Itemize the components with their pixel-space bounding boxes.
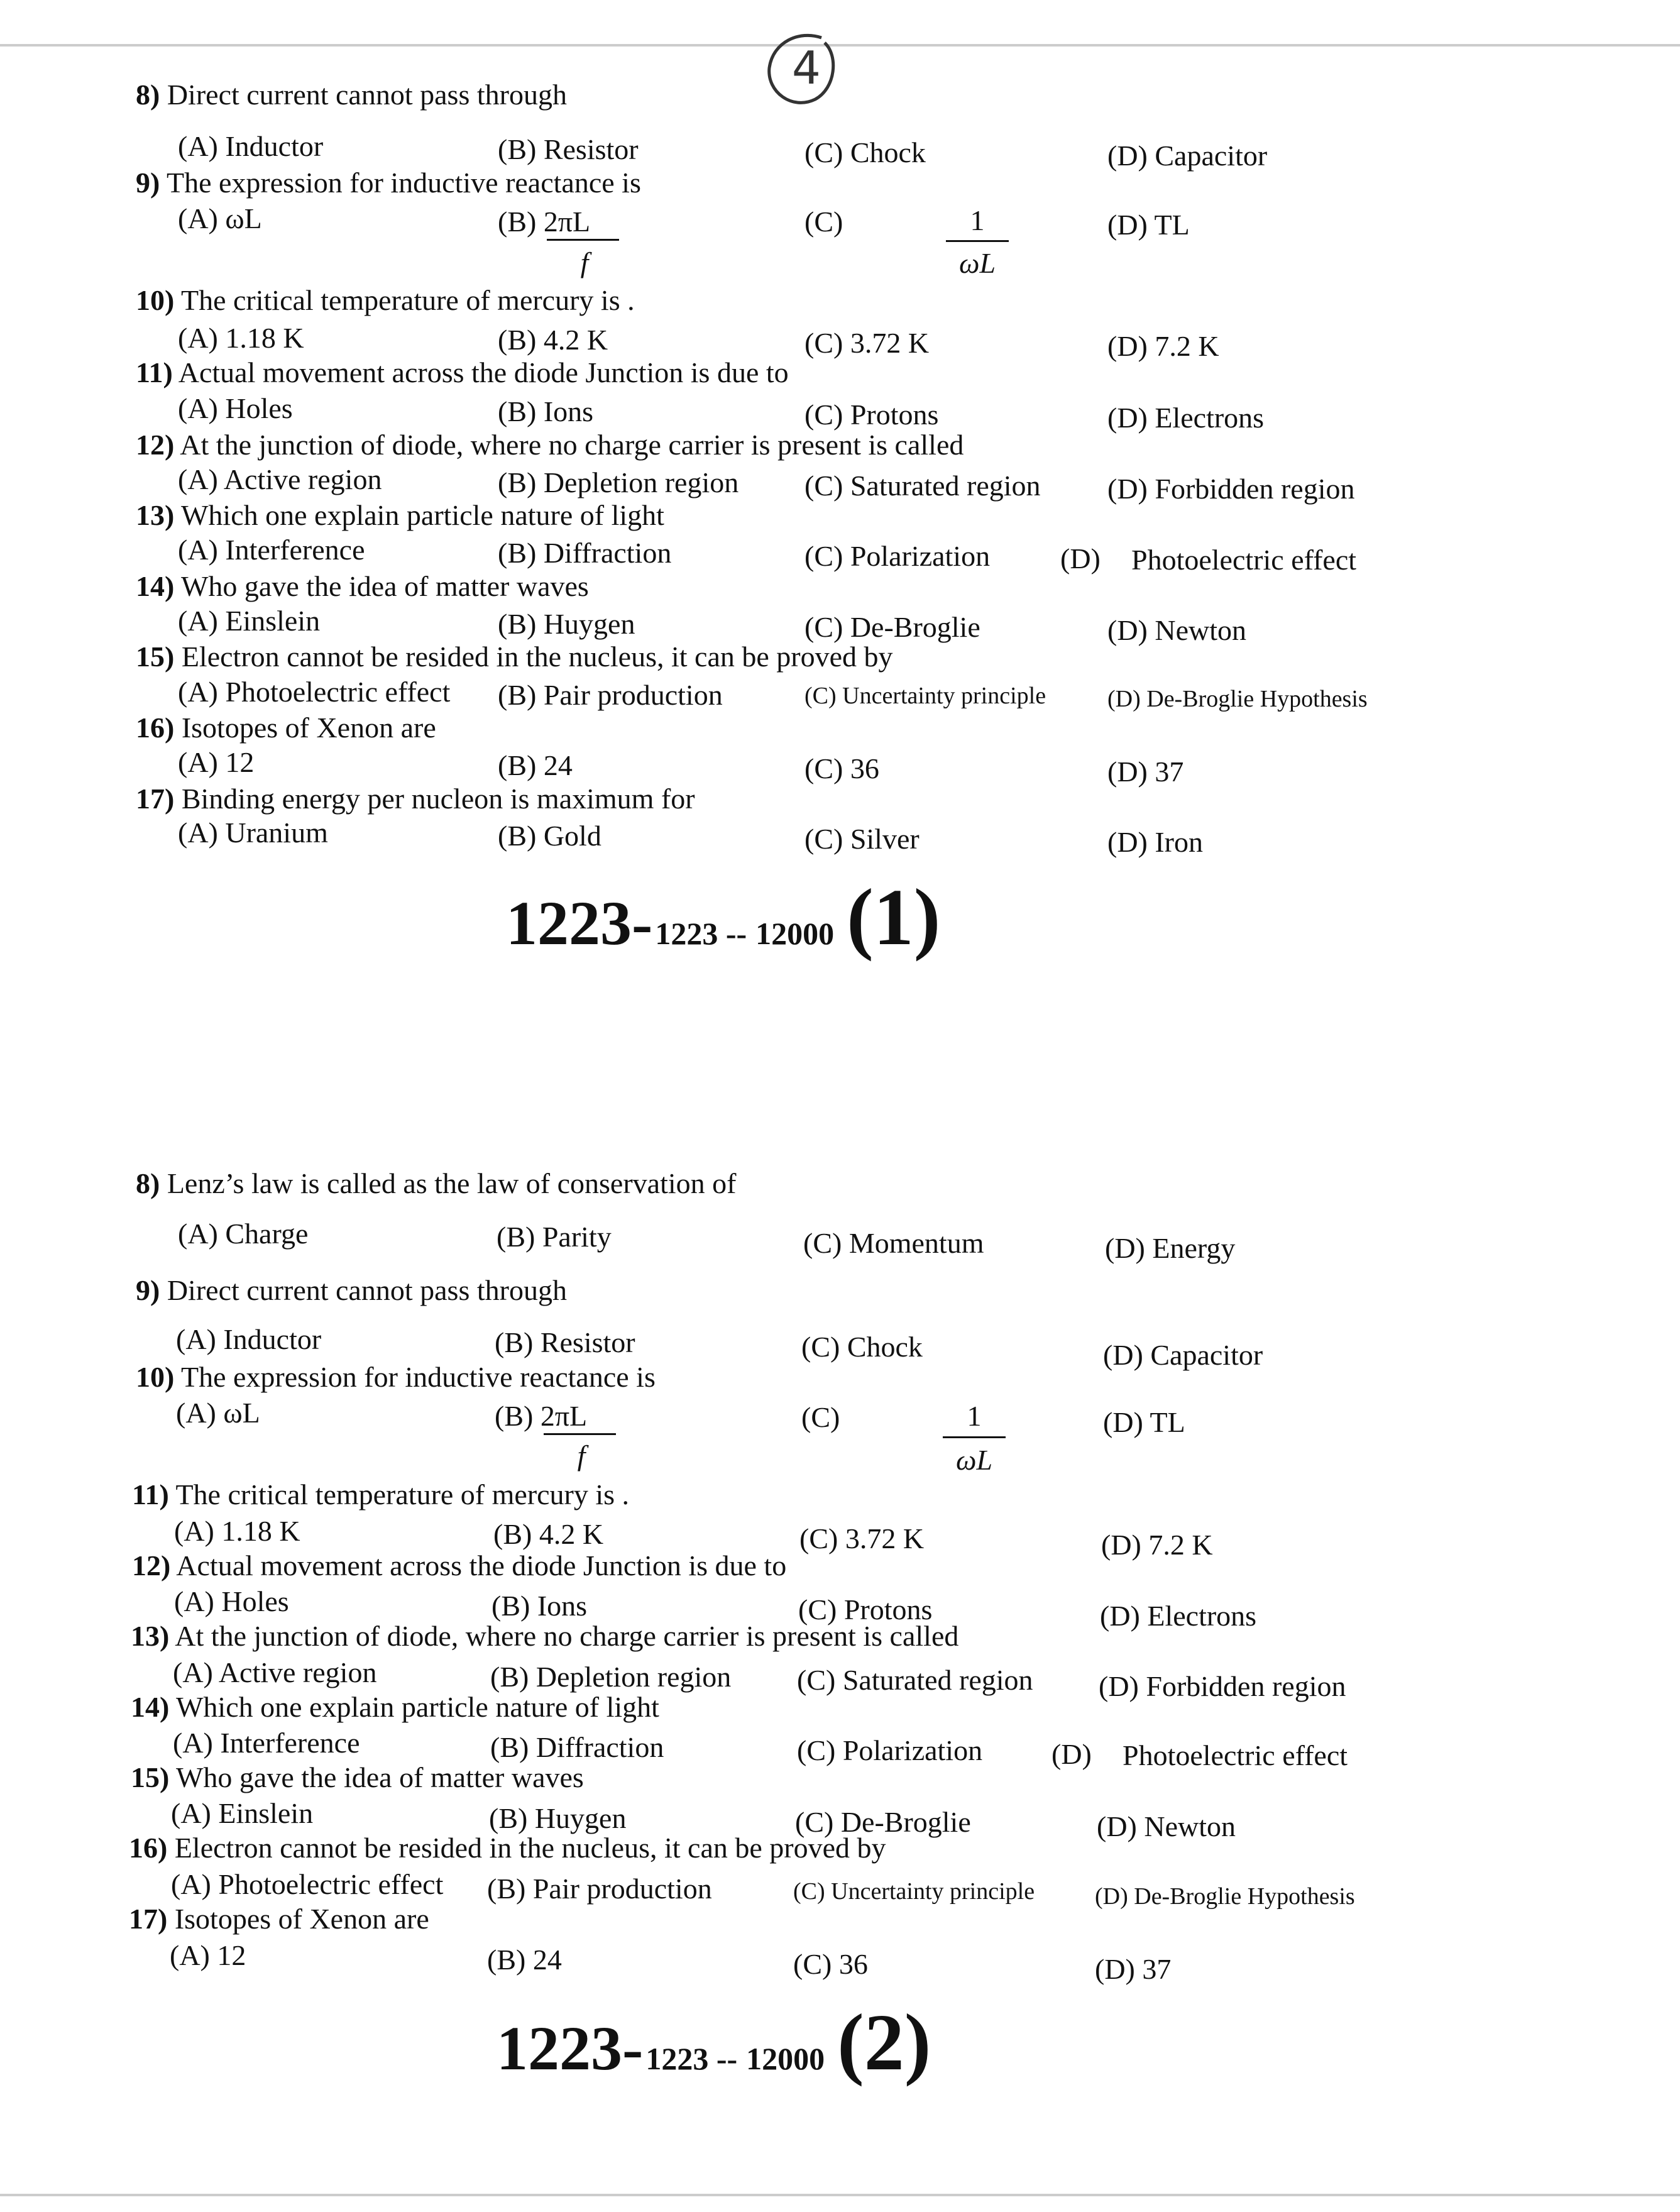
option-b: (B) Huygen (489, 1802, 627, 1834)
question-8 (136, 80, 567, 109)
option-b: (B) 4.2 K (498, 324, 608, 356)
option-c: (C) De-Broglie (795, 1806, 971, 1838)
question-text: Isotopes of Xenon are (181, 712, 436, 744)
option-c: (C) 36 (804, 752, 879, 784)
question-12 (136, 431, 964, 459)
question-16 (136, 713, 436, 742)
question-number: 10) (136, 284, 175, 316)
option-d-text: Photoelectric effect (1123, 1739, 1348, 1771)
option-d: (D) 37 (1095, 1953, 1172, 1985)
fraction-bar (544, 1433, 616, 1435)
question-number: 14) (136, 570, 175, 602)
option-b: (B) Huygen (498, 608, 635, 640)
question-text: Actual movement across the diode Junction is due to (176, 1549, 787, 1582)
paper-code-footer-1 (506, 872, 941, 962)
option-b: (B) Diffraction (498, 537, 672, 569)
question-number: 13) (131, 1620, 170, 1652)
option-c: (C) 3.72 K (804, 327, 930, 359)
option-d: (D) 7.2 K (1101, 1529, 1213, 1561)
option-b: (B) Resistor (498, 133, 639, 165)
option-c: (C) Protons (804, 399, 939, 431)
question-number: 11) (136, 356, 173, 388)
question-number: 13) (136, 499, 175, 531)
option-d: (D) TL (1107, 209, 1190, 241)
option-c: (C) Protons (798, 1593, 933, 1626)
option-a: (A) ωL (176, 1397, 260, 1429)
option-b: (B) Depletion region (498, 466, 739, 498)
option-a: (A) Holes (174, 1585, 289, 1617)
paper-code-footer-2 (497, 1998, 931, 2087)
question-number: 10) (136, 1361, 175, 1393)
option-c: (C) Uncertainty principle (793, 1878, 1035, 1905)
fraction-bar (946, 240, 1009, 242)
option-a: (A) 1.18 K (178, 322, 304, 354)
question-text: The critical temperature of mercury is . (181, 284, 635, 316)
option-a: (A) 12 (178, 746, 255, 778)
option-b: (B) 24 (487, 1944, 562, 1976)
option-d: (D) Iron (1107, 826, 1203, 858)
paper-code-repeat: 1223 -- (645, 2041, 738, 2076)
option-d: (D) Electrons (1100, 1600, 1257, 1632)
option-a: (A) Einslein (178, 605, 321, 637)
option-c: (C) Uncertainty principle (804, 683, 1046, 709)
question-number: 15) (136, 641, 175, 673)
question-text: Electron cannot be resided in the nucleus, it can be proved by (181, 641, 893, 673)
question-15 (131, 1763, 584, 1792)
fraction-denominator: f (580, 246, 589, 278)
option-a: (A) Active region (178, 463, 382, 495)
option-a: (A) Einslein (171, 1797, 314, 1829)
option-a: (A) Photoelectric effect (178, 676, 451, 708)
question-number: 16) (129, 1832, 168, 1864)
option-d: (D) Capacitor (1107, 140, 1268, 172)
option-d: (D) (1060, 542, 1101, 575)
question-14 (131, 1693, 659, 1722)
question-text: Who gave the idea of matter waves (181, 570, 589, 602)
option-a: (A) 12 (170, 1939, 246, 1971)
option-d: (D) Forbidden region (1099, 1670, 1346, 1702)
fraction-denominator: ωL (958, 247, 996, 279)
option-c: (C) (801, 1401, 840, 1433)
question-text: At the junction of diode, where no charge carrier is present is called (175, 1620, 959, 1652)
question-text: Who gave the idea of matter waves (176, 1761, 584, 1793)
option-a: (A) 1.18 K (174, 1515, 300, 1547)
question-17 (136, 784, 695, 813)
option-a: (A) ωL (178, 202, 262, 234)
option-d: (D) Newton (1107, 614, 1246, 646)
question-number: 12) (132, 1549, 171, 1582)
fraction-denominator: f (577, 1439, 586, 1472)
paper-count: 12000 (746, 2041, 825, 2076)
question-number: 17) (129, 1903, 168, 1935)
fraction-bar (943, 1436, 1006, 1438)
option-b: (B) Gold (498, 820, 601, 852)
option-d: (D) De-Broglie Hypothesis (1095, 1883, 1355, 1910)
paper-code: 1223- (506, 888, 653, 958)
option-b: (B) Pair production (498, 679, 723, 711)
question-number: 9) (136, 167, 160, 199)
question-text: The expression for inductive reactance is (181, 1361, 656, 1393)
question-text: Lenz’s law is called as the law of conservation of (167, 1167, 737, 1199)
option-a: (A) Interference (178, 534, 365, 566)
question-number: 12) (136, 429, 175, 461)
option-d: (D) Energy (1105, 1232, 1236, 1264)
option-c: (C) Silver (804, 823, 920, 855)
question-number: 16) (136, 712, 175, 744)
question-16 (129, 1834, 886, 1863)
question-text: Binding energy per nucleon is maximum for (181, 783, 695, 815)
fraction-denominator: ωL (955, 1444, 993, 1476)
question-14 (136, 572, 589, 601)
question-text: The critical temperature of mercury is . (175, 1478, 630, 1510)
fraction-numerator: 1 (967, 1400, 982, 1432)
question-number: 8) (136, 1167, 160, 1199)
option-b: (B) Parity (497, 1221, 612, 1253)
handwritten-page-mark (762, 30, 843, 112)
question-8 (136, 1169, 736, 1198)
question-15 (136, 642, 893, 671)
option-b: (B) Resistor (495, 1326, 635, 1358)
question-number: 15) (131, 1761, 170, 1793)
option-b: (B) 2πL (498, 206, 591, 238)
option-a: (A) Holes (178, 392, 293, 424)
question-number: 11) (132, 1478, 169, 1510)
option-c: (C) (804, 206, 843, 238)
scan-edge-bottom (0, 2194, 1680, 2196)
option-d: (D) Forbidden region (1107, 473, 1355, 505)
option-d-text: Photoelectric effect (1131, 544, 1357, 576)
question-text: Direct current cannot pass through (167, 79, 567, 111)
question-number: 8) (136, 79, 160, 111)
option-a: (A) Charge (178, 1218, 309, 1250)
question-12 (132, 1551, 786, 1580)
question-10 (136, 1363, 656, 1392)
option-b: (B) 24 (498, 749, 573, 781)
option-d: (D) (1051, 1738, 1092, 1770)
option-c: (C) Chock (804, 136, 926, 168)
question-number: 17) (136, 783, 175, 815)
option-a: (A) Interference (173, 1727, 360, 1759)
question-number: 14) (131, 1691, 170, 1723)
option-c: (C) 36 (793, 1948, 868, 1980)
option-b: (B) 2πL (495, 1400, 588, 1432)
option-b: (B) Ions (498, 395, 594, 427)
option-a: (A) Photoelectric effect (171, 1868, 444, 1900)
question-13 (131, 1622, 958, 1651)
option-d: (D) TL (1103, 1406, 1185, 1438)
question-text: At the junction of diode, where no charge carrier is present is called (180, 429, 964, 461)
option-b: (B) Diffraction (490, 1731, 664, 1763)
option-c: (C) Momentum (803, 1227, 984, 1259)
option-c: (C) Polarization (797, 1734, 983, 1766)
question-13 (136, 501, 664, 530)
question-text: Direct current cannot pass through (167, 1274, 567, 1306)
option-b: (B) Pair production (487, 1873, 712, 1905)
question-17 (129, 1905, 429, 1934)
option-c: (C) Saturated region (797, 1664, 1033, 1696)
fraction-bar (547, 239, 619, 241)
question-text: Actual movement across the diode Junction is due to (178, 356, 789, 388)
option-b: (B) Ions (491, 1590, 588, 1622)
question-text: Electron cannot be resided in the nucleus, it can be proved by (174, 1832, 886, 1864)
fraction-numerator: 1 (970, 204, 985, 236)
option-d: (D) 37 (1107, 756, 1184, 788)
question-text: The expression for inductive reactance is (167, 167, 641, 199)
question-9 (136, 168, 641, 197)
question-9 (136, 1276, 567, 1305)
option-c: (C) Chock (801, 1331, 923, 1363)
option-c: (C) De-Broglie (804, 611, 980, 643)
option-a: (A) Uranium (178, 817, 328, 849)
option-d: (D) Capacitor (1103, 1339, 1263, 1371)
option-b: (B) 4.2 K (493, 1518, 604, 1550)
option-d: (D) Newton (1097, 1810, 1236, 1842)
paper-part: (2) (837, 1998, 931, 2087)
paper-count: 12000 (755, 916, 835, 951)
question-text: Isotopes of Xenon are (174, 1903, 429, 1935)
paper-code: 1223- (497, 2013, 644, 2083)
question-10 (136, 286, 635, 315)
option-c: (C) 3.72 K (799, 1522, 925, 1554)
question-11 (136, 358, 789, 387)
question-number: 9) (136, 1274, 160, 1306)
option-c: (C) Polarization (804, 540, 991, 572)
question-text: Which one explain particle nature of light (181, 499, 664, 531)
paper-part: (1) (847, 872, 941, 962)
handwritten-page-number: 4 (792, 41, 821, 94)
option-a: (A) Inductor (178, 130, 324, 162)
paper-code-repeat: 1223 -- (655, 916, 747, 951)
option-d: (D) Electrons (1107, 402, 1265, 434)
option-d: (D) De-Broglie Hypothesis (1107, 686, 1368, 712)
question-11 (132, 1480, 629, 1509)
question-text: Which one explain particle nature of light (176, 1691, 659, 1723)
option-a: (A) Inductor (176, 1323, 322, 1355)
option-c: (C) Saturated region (804, 470, 1041, 502)
option-a: (A) Active region (173, 1656, 377, 1688)
option-d: (D) 7.2 K (1107, 330, 1219, 362)
option-b: (B) Depletion region (490, 1661, 732, 1693)
